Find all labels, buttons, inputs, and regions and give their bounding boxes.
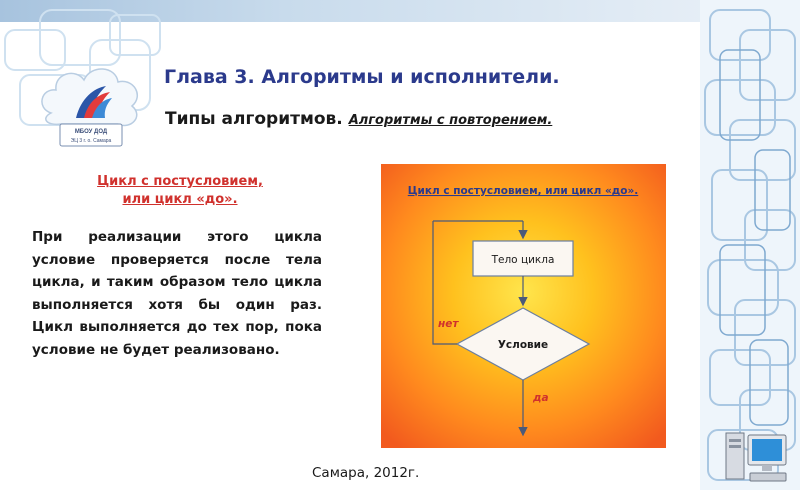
loop-body-label: Тело цикла: [491, 254, 555, 266]
flowchart-diagram: [381, 164, 666, 448]
school-logo: [36, 58, 146, 150]
loop-subheading: [60, 173, 300, 209]
section-title: [165, 109, 552, 129]
computer-icon: [722, 425, 792, 487]
explanation-text: При реализации этого цикла условие проверяется после тела цикла, и таким образом тело цикла выполняется хотя бы один раз. Цикл выполняется до тех пор, пока условие не будет реализовано.: [32, 229, 322, 358]
subhead-line1: Цикл с постусловием,: [97, 174, 263, 189]
types-title-text: Типы алгоритмов.: [165, 109, 343, 129]
chapter-title: Глава 3. Алгоритмы и исполнители.: [164, 66, 560, 88]
decorative-pattern-right: [700, 0, 800, 490]
logo-text-line1: МБОУ ДОД: [74, 129, 108, 135]
no-label: нет: [438, 318, 459, 330]
footer-text: Самара, 2012г.: [312, 465, 420, 481]
logo-text-line2: ЭЦ 3 г. о. Самара: [70, 138, 112, 144]
condition-label: Условие: [497, 339, 549, 351]
yes-label: да: [533, 392, 549, 404]
subhead-line2: или цикл «до».: [122, 192, 238, 207]
diagram-title: Цикл с постусловием, или цикл «до».: [407, 185, 639, 197]
types-subtitle: Алгоритмы с повторением.: [348, 113, 553, 128]
